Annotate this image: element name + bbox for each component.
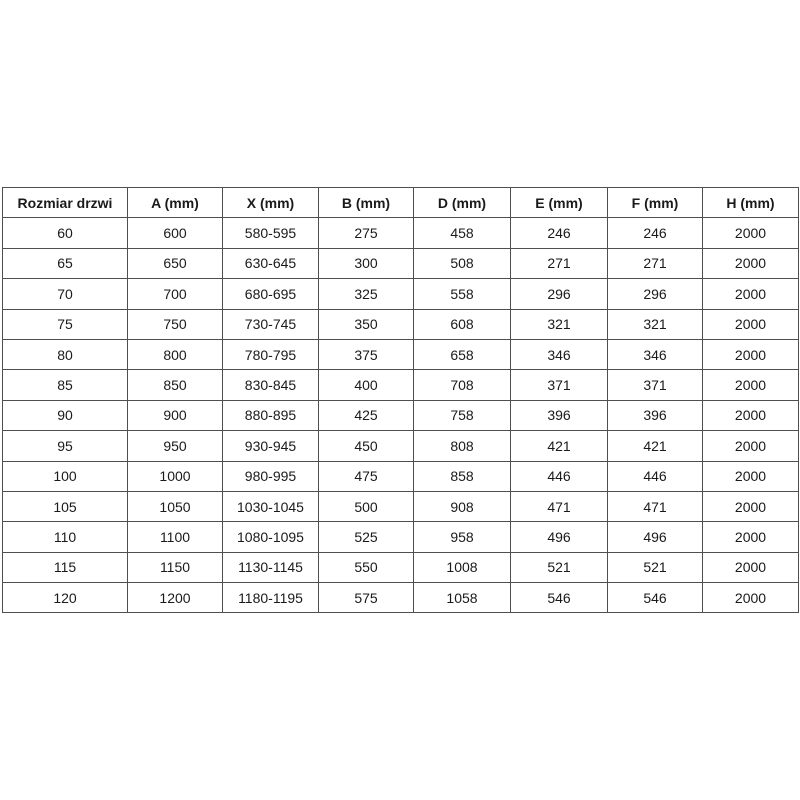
table-row (3, 552, 799, 582)
table-cell: 271 (608, 248, 703, 278)
table-cell: 85 (3, 370, 128, 400)
table-body (3, 218, 799, 613)
table-cell: 371 (511, 370, 608, 400)
table-cell: 2000 (703, 248, 799, 278)
table-row (3, 370, 799, 400)
table-cell: 680-695 (223, 279, 319, 309)
table-cell: 325 (319, 279, 414, 309)
table-cell: 930-945 (223, 431, 319, 461)
table-cell: 2000 (703, 339, 799, 369)
table-cell: 1050 (128, 491, 223, 521)
table-row (3, 583, 799, 613)
table-row (3, 491, 799, 521)
table-cell: 475 (319, 461, 414, 491)
column-header: D (mm) (414, 188, 511, 218)
table-row (3, 400, 799, 430)
table-cell: 70 (3, 279, 128, 309)
table-cell: 750 (128, 309, 223, 339)
table-cell: 546 (608, 583, 703, 613)
table-cell: 60 (3, 218, 128, 248)
table-cell: 458 (414, 218, 511, 248)
column-header: Rozmiar drzwi (3, 188, 128, 218)
table-cell: 2000 (703, 400, 799, 430)
table-cell: 608 (414, 309, 511, 339)
table-cell: 65 (3, 248, 128, 278)
table-cell: 758 (414, 400, 511, 430)
table-cell: 2000 (703, 522, 799, 552)
table-cell: 558 (414, 279, 511, 309)
table-cell: 630-645 (223, 248, 319, 278)
header-row (3, 188, 799, 218)
table-cell: 110 (3, 522, 128, 552)
table-row (3, 248, 799, 278)
table-cell: 546 (511, 583, 608, 613)
table-cell: 908 (414, 491, 511, 521)
table-row (3, 309, 799, 339)
table-cell: 75 (3, 309, 128, 339)
table-cell: 425 (319, 400, 414, 430)
table-cell: 321 (608, 309, 703, 339)
table-cell: 2000 (703, 218, 799, 248)
table-cell: 421 (511, 431, 608, 461)
table-cell: 471 (511, 491, 608, 521)
table-cell: 300 (319, 248, 414, 278)
table-row (3, 431, 799, 461)
table-cell: 780-795 (223, 339, 319, 369)
table-cell: 95 (3, 431, 128, 461)
table-cell: 950 (128, 431, 223, 461)
door-size-table-container (2, 187, 799, 613)
table-cell: 550 (319, 552, 414, 582)
column-header: A (mm) (128, 188, 223, 218)
table-cell: 658 (414, 339, 511, 369)
table-row (3, 522, 799, 552)
table-cell: 350 (319, 309, 414, 339)
table-cell: 2000 (703, 370, 799, 400)
table-cell: 1000 (128, 461, 223, 491)
table-cell: 808 (414, 431, 511, 461)
table-row (3, 279, 799, 309)
table-cell: 500 (319, 491, 414, 521)
column-header: E (mm) (511, 188, 608, 218)
table-cell: 521 (608, 552, 703, 582)
table-cell: 1130-1145 (223, 552, 319, 582)
table-cell: 900 (128, 400, 223, 430)
table-cell: 575 (319, 583, 414, 613)
door-size-table (2, 187, 799, 613)
table-cell: 2000 (703, 431, 799, 461)
column-header: B (mm) (319, 188, 414, 218)
table-cell: 830-845 (223, 370, 319, 400)
table-cell: 275 (319, 218, 414, 248)
column-header: X (mm) (223, 188, 319, 218)
table-cell: 580-595 (223, 218, 319, 248)
table-cell: 525 (319, 522, 414, 552)
table-cell: 450 (319, 431, 414, 461)
table-cell: 1008 (414, 552, 511, 582)
table-cell: 396 (511, 400, 608, 430)
table-cell: 115 (3, 552, 128, 582)
table-cell: 346 (511, 339, 608, 369)
table-cell: 1080-1095 (223, 522, 319, 552)
table-cell: 850 (128, 370, 223, 400)
table-cell: 296 (511, 279, 608, 309)
table-cell: 700 (128, 279, 223, 309)
table-cell: 2000 (703, 461, 799, 491)
table-cell: 271 (511, 248, 608, 278)
table-cell: 2000 (703, 279, 799, 309)
table-cell: 496 (511, 522, 608, 552)
table-cell: 246 (608, 218, 703, 248)
table-cell: 1200 (128, 583, 223, 613)
table-cell: 1100 (128, 522, 223, 552)
table-cell: 446 (608, 461, 703, 491)
table-cell: 1058 (414, 583, 511, 613)
table-cell: 100 (3, 461, 128, 491)
table-cell: 90 (3, 400, 128, 430)
column-header: F (mm) (608, 188, 703, 218)
table-cell: 730-745 (223, 309, 319, 339)
table-cell: 880-895 (223, 400, 319, 430)
table-cell: 958 (414, 522, 511, 552)
table-cell: 375 (319, 339, 414, 369)
table-cell: 521 (511, 552, 608, 582)
table-cell: 105 (3, 491, 128, 521)
table-cell: 296 (608, 279, 703, 309)
table-cell: 708 (414, 370, 511, 400)
table-cell: 120 (3, 583, 128, 613)
table-cell: 508 (414, 248, 511, 278)
table-cell: 471 (608, 491, 703, 521)
table-cell: 980-995 (223, 461, 319, 491)
table-cell: 246 (511, 218, 608, 248)
table-cell: 496 (608, 522, 703, 552)
table-cell: 800 (128, 339, 223, 369)
table-cell: 346 (608, 339, 703, 369)
table-cell: 80 (3, 339, 128, 369)
table-cell: 1180-1195 (223, 583, 319, 613)
table-cell: 400 (319, 370, 414, 400)
table-row (3, 218, 799, 248)
column-header: H (mm) (703, 188, 799, 218)
table-cell: 600 (128, 218, 223, 248)
table-cell: 446 (511, 461, 608, 491)
table-cell: 2000 (703, 309, 799, 339)
table-cell: 396 (608, 400, 703, 430)
table-cell: 1030-1045 (223, 491, 319, 521)
table-row (3, 461, 799, 491)
table-row (3, 339, 799, 369)
table-cell: 1150 (128, 552, 223, 582)
table-cell: 650 (128, 248, 223, 278)
table-cell: 2000 (703, 552, 799, 582)
table-cell: 421 (608, 431, 703, 461)
table-cell: 321 (511, 309, 608, 339)
table-cell: 2000 (703, 583, 799, 613)
table-cell: 371 (608, 370, 703, 400)
table-cell: 858 (414, 461, 511, 491)
table-cell: 2000 (703, 491, 799, 521)
